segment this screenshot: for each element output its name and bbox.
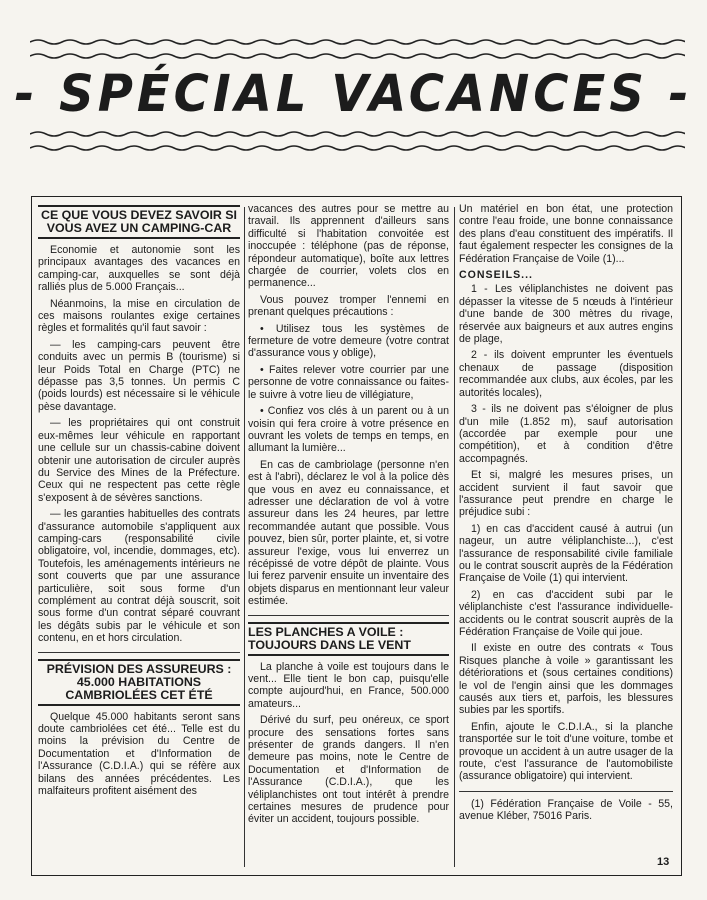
- paragraph: — les camping-cars peuvent être conduits avec un permis B (tourisme) si leur Poids Total en Charge (PTC) ne dépasse pas 3,5 tonnes. Un permis C (poids lourds) est nécessaire si le véhicule pèse davantage.: [38, 338, 240, 413]
- paragraph: Il existe en outre des contrats « Tous Risques planche à voile » garantissant les détériorations et (sous certaines conditions) le vol de l'engin ainsi que les dommages causés aux tiers et, parfois, les blessures subies par les sportifs.: [459, 642, 673, 717]
- paragraph: — les garanties habituelles des contrats d'assurance automobile s'appliquent aux camping-cars (responsabilité civile obligatoire, vol, incendie, dommages, etc). Toutefois, les aménagements intérieurs ne sont couverts que par une assurance particulière, soit sous forme d'un complément au contrat déjà souscrit, soit sous forme d'un contrat séparé couvrant les dégâts subis par le véhicule et son contenu, en et hors circulation.: [38, 508, 240, 645]
- bottom-wave-border: [30, 130, 685, 137]
- paragraph: — les propriétaires qui ont construit eux-mêmes leur véhicule en rapportant une cellule sur un chassis-cabine doivent obtenir une autorisation de circuler auprès du Service des Mines de la Préfecture. Ceux qui ne respectent pas cette règle s'exposent à de sévères sanctions.: [38, 417, 240, 504]
- paragraph: 3 - ils ne doivent pas s'éloigner de plus d'un mile (1.852 m), sauf autorisation (accordée par exemple pour une compétition), et à condition d'être accompagnés.: [459, 403, 673, 465]
- page-title: - SPÉCIAL VACANCES -: [14, 64, 693, 124]
- section-separator: [248, 615, 449, 616]
- paragraph: vacances des autres pour se mettre au travail. Ils apprennent d'ailleurs sans difficulté si l'habitation convoitée est inoccupée : téléphone (pas de réponse, répondeur automatique), boîte aux lettres chargée de courrier, volets clos en permanence...: [248, 203, 449, 290]
- section-separator: [38, 652, 240, 653]
- top-wave-border-2: [30, 52, 685, 59]
- heading-camping-car: CE QUE VOUS DEVEZ SAVOIR SI VOUS AVEZ UN CAMPING-CAR: [38, 205, 240, 239]
- page-number: 13: [657, 856, 670, 868]
- footnote: [459, 791, 673, 823]
- paragraph: Un matériel en bon état, une protection contre l'eau froide, une bonne connaissance des plans d'eau constituent des impératifs. Il faut également respecter les consignes de la Fédération Française de Voile (1)...: [459, 203, 673, 265]
- paragraph: La planche à voile est toujours dans le vent... Elle tient le bon cap, puisqu'elle compte aujourd'hui, en France, 500.000 amateurs...: [248, 660, 449, 710]
- paragraph: 2 - ils doivent emprunter les éventuels chenaux de passage (disposition recommandée aux clubs, aux écoles, par les autorités locales),: [459, 349, 673, 399]
- column-3: [459, 203, 673, 827]
- top-wave-border: [30, 38, 685, 45]
- paragraph: • Confiez vos clés à un parent ou à un voisin qui fera croire à votre présence en ouvrant les volets de temps en temps, en allumant la lumière...: [248, 405, 449, 455]
- paragraph: Quelque 45.000 habitants seront sans doute cambriolées cet été... Telle est du moins la prévision du Centre de Documentation et d'Information de l'Assurance (C.D.I.A.) qui se réfère aux bilans des années précédentes. Les malfaiteurs profitent aisément des: [38, 710, 240, 798]
- paragraph: Economie et autonomie sont les principaux avantages des vacances en camping-car, auxquelles se sont déjà ralliés plus de 5.000 Français...: [38, 244, 240, 294]
- paragraph: 2) en cas d'accident subi par le véliplanchiste c'est l'assurance individuelle-accidents ou le contrat souscrit auprès de la Fédération Française de Voile qui joue.: [459, 588, 673, 638]
- column-divider: [244, 207, 245, 867]
- heading-planches-a-voile: LES PLANCHES A VOILE : TOUJOURS DANS LE VENT: [248, 622, 449, 656]
- paragraph: Dérivé du surf, peu onéreux, ce sport procure des sensations fortes sans présenter de grands dangers. Il n'en demeure pas moins, note le Centre de Documentation et d'Information de l'Assurance (C.D.I.A.), que les véliplanchistes ont tout intérêt à prendre certaines mesures de prudence pour éviter un accident, toujours possible.: [248, 714, 449, 826]
- bottom-wave-border-2: [30, 144, 685, 151]
- heading-cambriolages: PRÉVISION DES ASSUREURS : 45.000 HABITATIONS CAMBRIOLÉES CET ÉTÉ: [38, 659, 240, 706]
- column-1: [38, 203, 240, 801]
- paragraph: Vous pouvez tromper l'ennemi en prenant quelques précautions :: [248, 293, 449, 319]
- subheading-conseils: CONSEILS...: [459, 269, 533, 282]
- footnote-text: (1) Fédération Française de Voile - 55, avenue Kléber, 75016 Paris.: [459, 797, 673, 823]
- paragraph: 1) en cas d'accident causé à autrui (un nageur, un autre véliplanchiste...), c'est l'assurance de responsabilité civile familiale ou le contrat souscrit auprès de la Fédération Française de Voile (1) qui intervient.: [459, 522, 673, 585]
- paragraph: • Faites relever votre courrier par une personne de votre connaissance ou faites-le suivre à votre lieu de villégiature,: [248, 363, 449, 401]
- column-divider: [454, 207, 455, 867]
- paragraph: Et si, malgré les mesures prises, un accident survient il faut savoir que l'assurance peut prendre en charge le préjudice subi :: [459, 469, 673, 519]
- paragraph: Enfin, ajoute le C.D.I.A., si la planche transportée sur le toit d'une voiture, tombe et provoque un accident à un autre usager de la route, c'est l'assurance de l'automobiliste (assurance obligatoire) qui intervient.: [459, 720, 673, 783]
- paragraph: En cas de cambriolage (personne n'en est à l'abri), déclarez le vol à la police dès que vous en avez eu connaissance, et adresser une déclaration de vol à votre assureur dans les 24 heures, par lettre recommandée autant que possible. Vous pouvez, bien sûr, porter plainte, et, si votre assureur l'exige, vous lui enverrez un récépissé de votre dépôt de plainte. Vous lui ferez parvenir ensuite un inventaire des objets disparus en mentionnant leur valeur estimée.: [248, 458, 449, 608]
- article-frame: [31, 196, 682, 876]
- paragraph: • Utilisez tous les systèmes de fermeture de votre demeure (votre contrat d'assurance vous y oblige),: [248, 322, 449, 360]
- column-2: [248, 203, 449, 830]
- paragraph: Néanmoins, la mise en circulation de ces maisons roulantes exige certaines règles et formalités qu'il faut savoir :: [38, 297, 240, 335]
- paragraph: 1 - Les véliplanchistes ne doivent pas dépasser la vitesse de 5 nœuds à l'intérieur d'une bande de 300 mètres du rivage, réservée aux baigneurs et aux autres engins de plage,: [459, 283, 673, 346]
